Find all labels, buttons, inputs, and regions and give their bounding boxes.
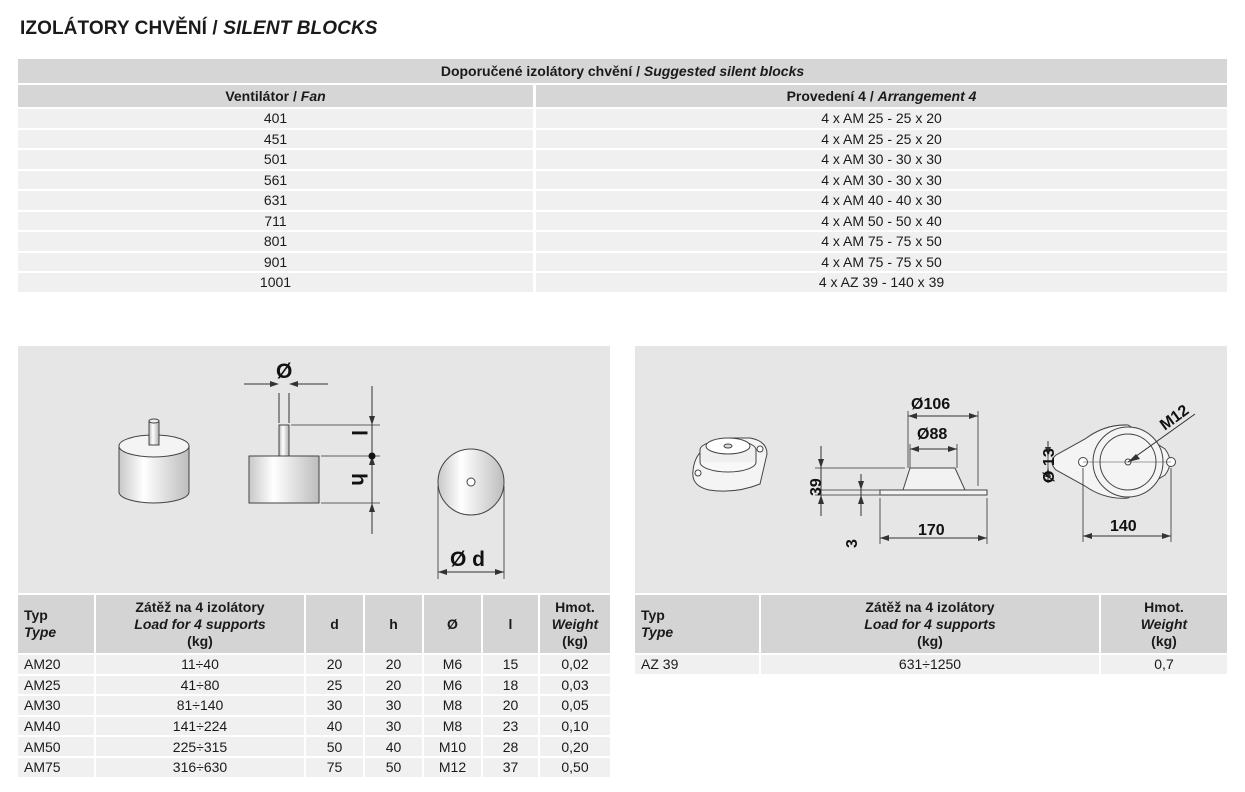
weight-header-en: Weight [551, 615, 599, 632]
am-diagram-panel [18, 346, 610, 593]
phi-cell: M12 [424, 756, 483, 777]
arrangement-cell: 4 x AM 40 - 40 x 30 [536, 191, 1227, 212]
weight-header-cz: Hmot. [1144, 598, 1184, 615]
l-cell: 18 [483, 674, 540, 695]
weight-cell: 0,03 [540, 674, 610, 695]
weight-cell: 0,7 [1101, 653, 1227, 674]
fan-cell: 631 [18, 191, 536, 212]
fan-header [18, 85, 536, 109]
load-header-en: Load for 4 supports [134, 615, 266, 632]
l-cell: 23 [483, 715, 540, 736]
phi-cell: M8 [424, 715, 483, 736]
h-cell: 30 [365, 694, 424, 715]
table-row [18, 109, 1227, 130]
weight-header [1101, 595, 1227, 653]
table-row [18, 171, 1227, 192]
h-cell: 20 [365, 653, 424, 674]
fan-cell: 711 [18, 212, 536, 233]
l-cell: 15 [483, 653, 540, 674]
weight-cell: 0,50 [540, 756, 610, 777]
table-row [18, 273, 1227, 294]
typ-cell: AM50 [18, 735, 96, 756]
am-spec-table [18, 595, 610, 777]
am-spec-header-row [18, 595, 610, 653]
caption-en: Suggested silent blocks [643, 63, 805, 79]
d-cell: 75 [306, 756, 365, 777]
d-cell: 30 [306, 694, 365, 715]
h39-label: 39 [808, 478, 825, 496]
table-row [18, 232, 1227, 253]
l-cell: 37 [483, 756, 540, 777]
phi-cell: M6 [424, 653, 483, 674]
arrangement-header [536, 85, 1227, 109]
t3-label: 3 [844, 539, 861, 548]
h-cell: 30 [365, 715, 424, 736]
arr-header-en: Arrangement 4 [877, 88, 977, 104]
weight-header-unit: (kg) [1151, 632, 1177, 649]
phi-cell: M10 [424, 735, 483, 756]
d13-label: Ø 13 [1041, 448, 1058, 483]
load-cell: 41÷80 [96, 674, 306, 695]
fan-header-en: Fan [300, 88, 326, 104]
arrangement-cell: 4 x AM 75 - 75 x 50 [536, 253, 1227, 274]
phi-cell: M8 [424, 694, 483, 715]
l-label: l [347, 430, 370, 436]
fan-cell: 501 [18, 150, 536, 171]
phi-label: Ø [276, 360, 293, 383]
load-cell: 631÷1250 [761, 653, 1101, 674]
phi-cell: M6 [424, 674, 483, 695]
d-cell: 40 [306, 715, 365, 736]
title-en: SILENT BLOCKS [223, 18, 378, 39]
h-cell: 40 [365, 735, 424, 756]
table-row [18, 212, 1227, 233]
phi-header: Ø [424, 595, 483, 653]
load-header-unit: (kg) [187, 632, 213, 649]
side-view-drawing [244, 381, 380, 534]
fan-cell: 451 [18, 130, 536, 151]
typ-cell: AM20 [18, 653, 96, 674]
typ-header-cz: Typ [641, 607, 665, 623]
weight-cell: 0,05 [540, 694, 610, 715]
load-cell: 81÷140 [96, 694, 306, 715]
az-side-view [815, 411, 987, 544]
arrangement-cell: 4 x AZ 39 - 140 x 39 [536, 273, 1227, 294]
table-row [18, 150, 1227, 171]
suggested-caption-row [18, 59, 1227, 85]
h-header: h [365, 595, 424, 653]
load-header-cz: Zátěž na 4 izolátory [135, 598, 265, 615]
fan-cell: 1001 [18, 273, 536, 294]
h-label: h [347, 473, 370, 486]
fan-cell: 401 [18, 109, 536, 130]
weight-header-unit: (kg) [562, 632, 588, 649]
az-3d-icon [693, 438, 767, 491]
table-row [18, 694, 610, 715]
az-spec-header-row [635, 595, 1227, 653]
table-row [18, 130, 1227, 151]
table-row [18, 756, 610, 777]
arrangement-cell: 4 x AM 50 - 50 x 40 [536, 212, 1227, 233]
phi-d-label: Ø d [450, 548, 485, 571]
table-row [635, 653, 1227, 674]
m12-label: M12 [1157, 402, 1193, 435]
typ-cell: AM30 [18, 694, 96, 715]
load-header-cz: Zátěž na 4 izolátory [865, 598, 995, 615]
typ-cell: AZ 39 [635, 653, 761, 674]
h-cell: 50 [365, 756, 424, 777]
load-header [761, 595, 1101, 653]
load-cell: 316÷630 [96, 756, 306, 777]
weight-header [540, 595, 610, 653]
arrangement-cell: 4 x AM 75 - 75 x 50 [536, 232, 1227, 253]
az-drawing [635, 346, 1227, 593]
weight-cell: 0,10 [540, 715, 610, 736]
weight-cell: 0,20 [540, 735, 610, 756]
table-row [18, 674, 610, 695]
arrangement-cell: 4 x AM 30 - 30 x 30 [536, 150, 1227, 171]
az-diagram-panel [635, 346, 1227, 593]
suggested-table [18, 59, 1227, 294]
load-cell: 225÷315 [96, 735, 306, 756]
fan-header-cz: Ventilátor / [225, 88, 301, 104]
typ-header [18, 595, 96, 653]
d-header: d [306, 595, 365, 653]
page-title [20, 18, 378, 40]
typ-cell: AM25 [18, 674, 96, 695]
l-cell: 28 [483, 735, 540, 756]
fan-cell: 801 [18, 232, 536, 253]
arrangement-cell: 4 x AM 30 - 30 x 30 [536, 171, 1227, 192]
typ-cell: AM75 [18, 756, 96, 777]
table-row [18, 253, 1227, 274]
load-header [96, 595, 306, 653]
load-cell: 141÷224 [96, 715, 306, 736]
silent-block-3d-icon [119, 419, 189, 503]
l-cell: 20 [483, 694, 540, 715]
weight-header-cz: Hmot. [555, 598, 595, 615]
typ-header-cz: Typ [24, 607, 48, 623]
caption-cz: Doporučené izolátory chvění / [440, 63, 644, 79]
table-row [18, 735, 610, 756]
d-cell: 20 [306, 653, 365, 674]
suggested-header-row [18, 85, 1227, 109]
d-cell: 50 [306, 735, 365, 756]
weight-header-en: Weight [1140, 615, 1188, 632]
table-row [18, 191, 1227, 212]
am-drawing [18, 346, 610, 593]
arrangement-cell: 4 x AM 25 - 25 x 20 [536, 109, 1227, 130]
weight-cell: 0,02 [540, 653, 610, 674]
load-cell: 11÷40 [96, 653, 306, 674]
w170-label: 170 [918, 522, 945, 539]
table-row [18, 653, 610, 674]
arr-header-cz: Provedení 4 / [786, 88, 878, 104]
typ-header-en: Type [641, 624, 674, 640]
load-header-unit: (kg) [917, 632, 943, 649]
d106-label: Ø106 [911, 396, 951, 413]
suggested-caption [18, 59, 1227, 85]
h-cell: 20 [365, 674, 424, 695]
load-header-en: Load for 4 supports [864, 615, 996, 632]
typ-cell: AM40 [18, 715, 96, 736]
az-spec-table [635, 595, 1227, 674]
w140-label: 140 [1110, 518, 1137, 535]
fan-cell: 561 [18, 171, 536, 192]
title-cz: IZOLÁTORY CHVĚNÍ / [20, 18, 224, 39]
arrangement-cell: 4 x AM 25 - 25 x 20 [536, 130, 1227, 151]
fan-cell: 901 [18, 253, 536, 274]
typ-header [635, 595, 761, 653]
typ-header-en: Type [24, 624, 57, 640]
l-header: l [483, 595, 540, 653]
d-cell: 25 [306, 674, 365, 695]
d88-label: Ø88 [917, 426, 948, 443]
table-row [18, 715, 610, 736]
